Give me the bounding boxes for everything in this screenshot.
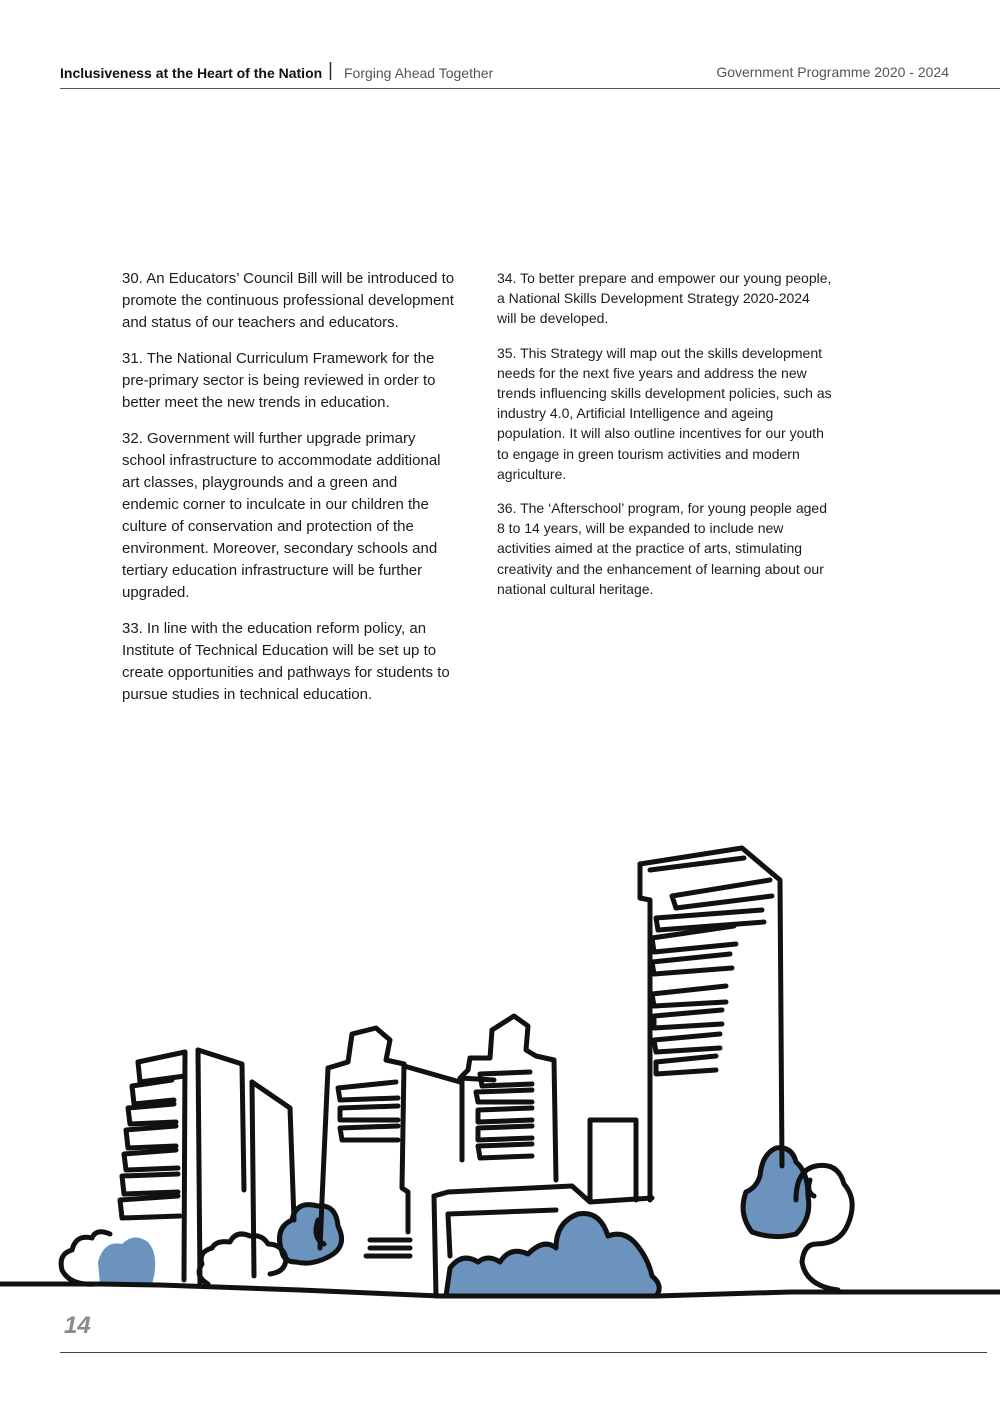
left-column — [122, 268, 457, 706]
programme-title: Government Programme 2020 - 2024 — [716, 64, 949, 80]
page-header — [60, 60, 949, 90]
city-skyline-illustration — [0, 840, 1000, 1310]
paragraph-35: 35. This Strategy will map out the skills development needs for the next five years and address the new trends influencing skills development policies, such as industry 4.0, Artificial Intelligence and ageing population. It will also outline incentives for our youth to engage in green tourism activities and modern agriculture. — [497, 344, 832, 482]
right-column — [497, 268, 833, 599]
paragraph-36: 36. The ‘Afterschool’ program, for young people aged 8 to 14 years, will be expanded to include new activities aimed at the practice of arts, stimulating creativity and the enhancement of learning about our national cultural heritage. — [497, 500, 827, 597]
paragraph-34: 34. To better prepare and empower our young people, a National Skills Development Strategy 2020-2024 will be developed. — [497, 270, 832, 327]
paragraph-31: 31. The National Curriculum Framework for the pre-primary sector is being reviewed in order to better meet the new trends in education. — [122, 350, 436, 411]
paragraph-30: 30. An Educators’ Council Bill will be introduced to promote the continuous professional development and status of our teachers and educators. — [122, 270, 455, 331]
footer-divider — [60, 1352, 987, 1353]
document-subtitle: Forging Ahead Together — [344, 65, 494, 81]
page-number: 14 — [64, 1312, 91, 1339]
header-divider — [60, 88, 1000, 89]
document-title: Inclusiveness at the Heart of the Nation — [60, 65, 323, 81]
paragraph-32: 32. Government will further upgrade primary school infrastructure to accommodate additional art classes, playgrounds and a green and endemic corner to inculcate in our children the culture of conservation and protection of the environment. Moreover, secondary schools and tertiary education infrastructure will be further upgraded. — [122, 430, 441, 601]
paragraph-33: 33. In line with the education reform policy, an Institute of Technical Education will be set up to create opportunities and pathways for students to pursue studies in technical education. — [122, 620, 450, 703]
header-separator: | — [328, 60, 333, 81]
